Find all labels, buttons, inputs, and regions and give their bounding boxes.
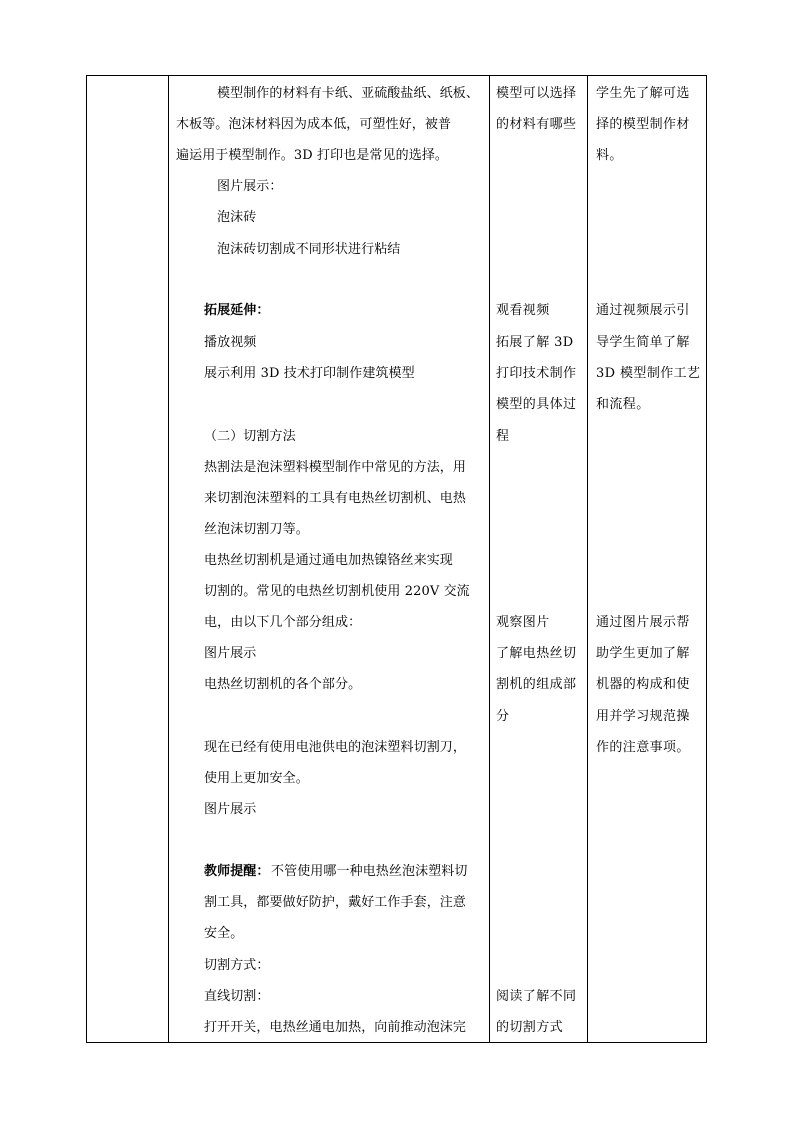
content-line: 使用上更加安全。 — [204, 771, 309, 786]
content-line: 直线切割： — [204, 989, 270, 1004]
content-line: 电热丝切割机是通过通电加热镍铬丝来实现 — [204, 553, 453, 568]
content-line: 播放视频 — [204, 335, 257, 350]
student-line: 分 — [496, 709, 510, 724]
content-line: 泡沫砖切割成不同形状进行粘结 — [217, 242, 401, 257]
content-line: 丝泡沫切割刀等。 — [204, 522, 309, 537]
content-line: 切割方式： — [204, 958, 270, 973]
student-line: 的材料有哪些 — [496, 117, 577, 132]
intent-line: 用并学习规范操 — [596, 709, 690, 724]
student-line: 观察图片 — [496, 615, 550, 630]
content-line: 打开开关，电热丝通电加热，向前推动泡沫完 — [204, 1020, 467, 1035]
content-line: 电热丝切割机的各个部分。 — [204, 677, 362, 692]
content-line: 热割法是泡沫塑料模型制作中常见的方法，用 — [204, 460, 467, 475]
intent-line: 导学生简单了解 — [596, 335, 690, 350]
content-line: 安全。 — [204, 926, 244, 941]
content-line: 割工具，都要做好防护，戴好工作手套，注意 — [204, 895, 467, 910]
content-line: 来切割泡沫塑料的工具有电热丝切割机、电热 — [204, 491, 467, 506]
content-line: 切割的。常见的电热丝切割机使用 220V 交流 — [204, 584, 470, 599]
content-line: 电，由以下几个部分组成： — [204, 615, 362, 630]
intent-line: 料。 — [596, 148, 623, 163]
student-line: 程 — [496, 429, 510, 444]
design-intent-cell — [588, 76, 706, 1042]
intent-line: 机器的构成和使 — [596, 677, 690, 692]
content-line: 图片展示 — [204, 802, 257, 817]
content-line: 遍运用于模型制作。3D 打印也是常见的选择。 — [176, 148, 449, 163]
content-line: 图片展示 — [204, 646, 257, 661]
student-line: 阅读了解不同 — [496, 989, 577, 1004]
content-line: 木板等。泡沫材料因为成本低，可塑性好，被普 — [176, 117, 452, 132]
content-line: 模型制作的材料有卡纸、亚硫酸盐纸、纸板、 — [217, 86, 480, 101]
intent-line: 3D 模型制作工艺 — [596, 366, 701, 381]
lesson-plan-table — [86, 75, 707, 1043]
student-line: 拓展了解 3D — [496, 335, 574, 350]
section-heading: （二）切割方法 — [204, 429, 296, 444]
content-line: 不管使用哪一种电热丝泡沫塑料切 — [271, 864, 468, 879]
content-line: 展示利用 3D 技术打印制作建筑模型 — [204, 366, 415, 381]
intent-line: 作的注意事项。 — [596, 740, 690, 755]
student-line: 模型的具体过 — [496, 397, 577, 412]
intent-line: 和流程。 — [596, 397, 650, 412]
intent-line: 助学生更加了解 — [596, 646, 690, 661]
teacher-reminder-heading: 教师提醒： — [204, 864, 270, 879]
content-line: 图片展示： — [217, 179, 283, 194]
extension-heading: 拓展延伸： — [204, 303, 270, 318]
student-line: 打印技术制作 — [496, 366, 577, 381]
intent-line: 学生先了解可选 — [596, 86, 690, 101]
student-line: 了解电热丝切 — [496, 646, 577, 661]
teaching-content-cell — [169, 76, 489, 1042]
intent-line: 通过图片展示帮 — [596, 615, 690, 630]
student-line: 模型可以选择 — [496, 86, 577, 101]
content-line: 现在已经有使用电池供电的泡沫塑料切割刀， — [204, 740, 467, 755]
content-line: 泡沫砖 — [217, 210, 257, 225]
student-activity-cell — [490, 76, 587, 1042]
intent-line: 通过视频展示引 — [596, 303, 690, 318]
student-line: 的切割方式 — [496, 1020, 564, 1035]
stage-column-cell — [87, 76, 168, 1042]
student-line: 割机的组成部 — [496, 677, 577, 692]
student-line: 观看视频 — [496, 303, 550, 318]
intent-line: 择的模型制作材 — [596, 117, 690, 132]
